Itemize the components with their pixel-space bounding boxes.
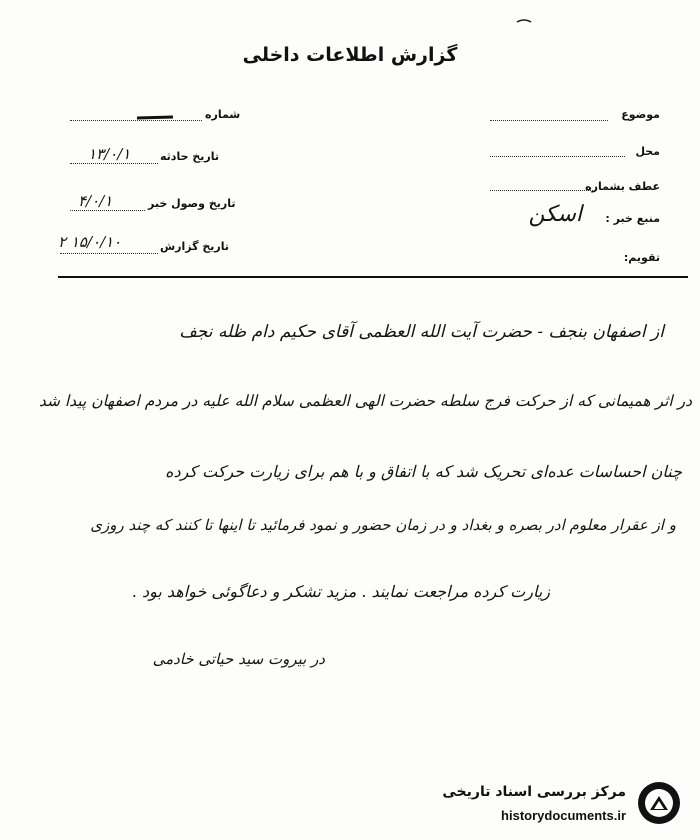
source-value: اسکن [528, 202, 582, 227]
archive-footer [420, 778, 690, 834]
reference-label: عطف بشماره [585, 180, 660, 193]
subject-label: موضوع [621, 108, 660, 121]
corner-mark [516, 18, 532, 24]
header-divider [58, 276, 688, 278]
location-field [635, 145, 660, 158]
body-line-2: چنان احساسات عده‌ای تحریک شد که با اتفاق و با هم برای زیارت حرکت کرده [165, 462, 682, 481]
subject-line: از اصفهان بنجف - حضرت آیت الله العظمی آقای حکیم دام ظله نجف [179, 322, 664, 342]
receipt-date-field [148, 197, 235, 210]
subject-field [621, 108, 660, 121]
incident-date-field [160, 150, 219, 163]
receipt-date-label: تاریخ وصول خبر [148, 197, 236, 210]
reference-field [585, 180, 660, 193]
archive-logo-icon [636, 780, 682, 826]
body-line-1: در اثر همیمانی که از حرکت فرج سلطه حضرت الهی العظمی سلام الله علیه در مردم اصفهان پیدا شد [38, 392, 692, 410]
incident-date-dots [70, 163, 158, 164]
incident-date-label: تاریخ حادثه [160, 150, 219, 163]
calendar-label: تقویم: [623, 251, 660, 264]
report-date-field [160, 240, 229, 253]
number-label: شماره [205, 108, 241, 121]
location-label: محل [635, 145, 660, 158]
receipt-date-value: ۴/۰/۱ [78, 192, 113, 210]
document-title: گزارش اطلاعات داخلی [242, 44, 458, 66]
body-line-4: زیارت کرده مراجعت نمایند . مزید تشکر و دعاگوئی خواهد بود . [131, 582, 550, 601]
source-label: منبع خبر : [605, 212, 660, 225]
reference-dots [490, 190, 595, 191]
body-line-3: و از عقرار معلوم ادر بصره و بغداد و در زمان حضور و نمود فرمائید تا اینها تا کنند که چند روزی [90, 516, 676, 534]
subject-dots [490, 120, 608, 121]
calendar-field [624, 251, 660, 264]
report-date-label: تاریخ گزارش [160, 240, 230, 253]
location-dots [490, 156, 625, 157]
number-scribble [135, 112, 175, 122]
report-date-dots [60, 253, 158, 254]
number-field [205, 108, 240, 121]
report-date-value: ۱۵/۰/۱۰ ۲ [58, 233, 122, 251]
source-field [605, 212, 660, 225]
incident-date-value: ۱۳/۰/۱ [88, 145, 131, 163]
receipt-date-dots [70, 210, 145, 211]
archive-website: historydocuments.ir [501, 808, 626, 823]
signature: در بیروت سید حیاتی خادمی [152, 650, 325, 668]
archive-name: مرکز بررسی اسناد تاریخی [442, 784, 626, 800]
